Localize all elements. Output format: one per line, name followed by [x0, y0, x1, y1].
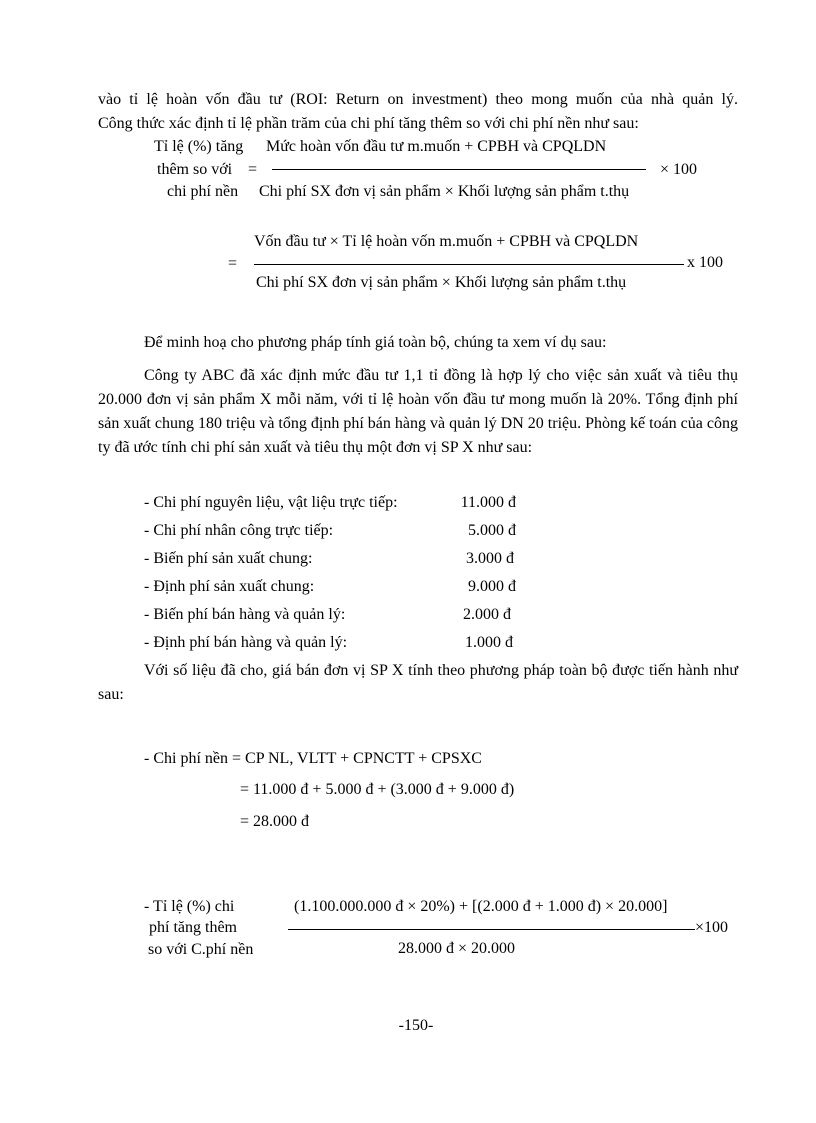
- cost-value-direct-materials: 11.000 đ: [460, 494, 516, 511]
- formula-1-label-3: chi phí nền: [167, 183, 239, 200]
- cost-value-direct-labor: 5.000 đ: [468, 522, 516, 539]
- calc-base-cost-line-2: = 11.000 đ + 5.000 đ + (3.000 đ + 9.000 đ): [240, 781, 515, 798]
- cost-value-fixed-selling-admin: 1.000 đ: [465, 634, 513, 651]
- formula-2-equals: =: [228, 255, 238, 272]
- page-number: -150-: [398, 1017, 434, 1034]
- cost-label-variable-selling-admin: - Biến phí bán hàng và quản lý:: [144, 606, 346, 623]
- calc-markup-fraction-bar: [288, 929, 695, 930]
- intro-line-2: Công thức xác định tỉ lệ phần trăm của chi phí tăng thêm so với chi phí nền như sau:: [98, 115, 639, 132]
- calc-markup-numerator: (1.100.000.000 đ × 20%) + [(2.000 đ + 1.000 đ) × 20.000]: [294, 898, 668, 915]
- calc-markup-multiplier: ×100: [695, 919, 729, 936]
- formula-1-equals: =: [248, 161, 258, 178]
- formula-1-multiplier: × 100: [660, 161, 698, 178]
- formula-1-label-1: Tỉ lệ (%) tăng: [154, 138, 244, 155]
- paragraph-calculation-intro: Với số liệu đã cho, giá bán đơn vị SP X tính theo phương pháp toàn bộ được tiến hành như sau:: [98, 662, 738, 703]
- paragraph-company-abc: Công ty ABC đã xác định mức đầu tư 1,1 tỉ đồng là hợp lý cho việc sản xuất và tiêu thụ 20.000 đơn vị sản phẩm X mỗi năm, với tỉ lệ hoàn vốn đầu tư mong muốn là 20%. Tổng định phí sản xuất chung 180 triệu và tổng định phí bán hàng và quản lý DN 20 triệu. Phòng kế toán của công ty đã ước tính chi phí sản xuất và tiêu thụ một đơn vị SP X như sau:: [98, 367, 738, 456]
- cost-value-fixed-overhead: 9.000 đ: [468, 578, 516, 595]
- cost-label-direct-labor: - Chi phí nhân công trực tiếp:: [144, 522, 334, 539]
- cost-label-variable-overhead: - Biến phí sản xuất chung:: [144, 550, 313, 567]
- formula-1-label-2: thêm so với: [157, 161, 233, 178]
- intro-line-1: vào tỉ lệ hoàn vốn đầu tư (ROI: Return on investment) theo mong muốn của nhà quản lý.: [98, 91, 738, 108]
- formula-1-numerator: Mức hoàn vốn đầu tư m.muốn + CPBH và CPQLDN: [266, 138, 607, 155]
- calc-base-cost-line-1: - Chi phí nền = CP NL, VLTT + CPNCTT + CPSXC: [144, 750, 482, 767]
- formula-2-numerator: Vốn đầu tư × Tỉ lệ hoàn vốn m.muốn + CPBH và CPQLDN: [254, 233, 639, 250]
- formula-2-denominator: Chi phí SX đơn vị sản phẩm × Khối lượng sản phẩm t.thụ: [256, 274, 627, 291]
- formula-2-fraction-bar: [254, 264, 684, 265]
- cost-label-fixed-overhead: - Định phí sản xuất chung:: [144, 578, 315, 595]
- cost-label-fixed-selling-admin: - Định phí bán hàng và quản lý:: [144, 634, 348, 651]
- cost-value-variable-selling-admin: 2.000 đ: [463, 606, 511, 623]
- formula-1-denominator: Chi phí SX đơn vị sản phẩm × Khối lượng sản phẩm t.thụ: [259, 183, 630, 200]
- calc-markup-denominator: 28.000 đ × 20.000: [398, 940, 516, 957]
- calc-markup-label-3: so với C.phí nền: [148, 941, 254, 958]
- calc-markup-label-1: - Tỉ lệ (%) chi: [144, 898, 235, 915]
- calc-markup-label-2: phí tăng thêm: [149, 919, 237, 936]
- cost-value-variable-overhead: 3.000 đ: [466, 550, 514, 567]
- formula-1-fraction-bar: [272, 169, 646, 170]
- paragraph-example-intro: Để minh hoạ cho phương pháp tính giá toàn bộ, chúng ta xem ví dụ sau:: [144, 334, 607, 351]
- cost-label-direct-materials: - Chi phí nguyên liệu, vật liệu trực tiếp:: [144, 494, 398, 511]
- formula-2-multiplier: x 100: [687, 254, 723, 271]
- calc-base-cost-line-3: = 28.000 đ: [240, 813, 310, 830]
